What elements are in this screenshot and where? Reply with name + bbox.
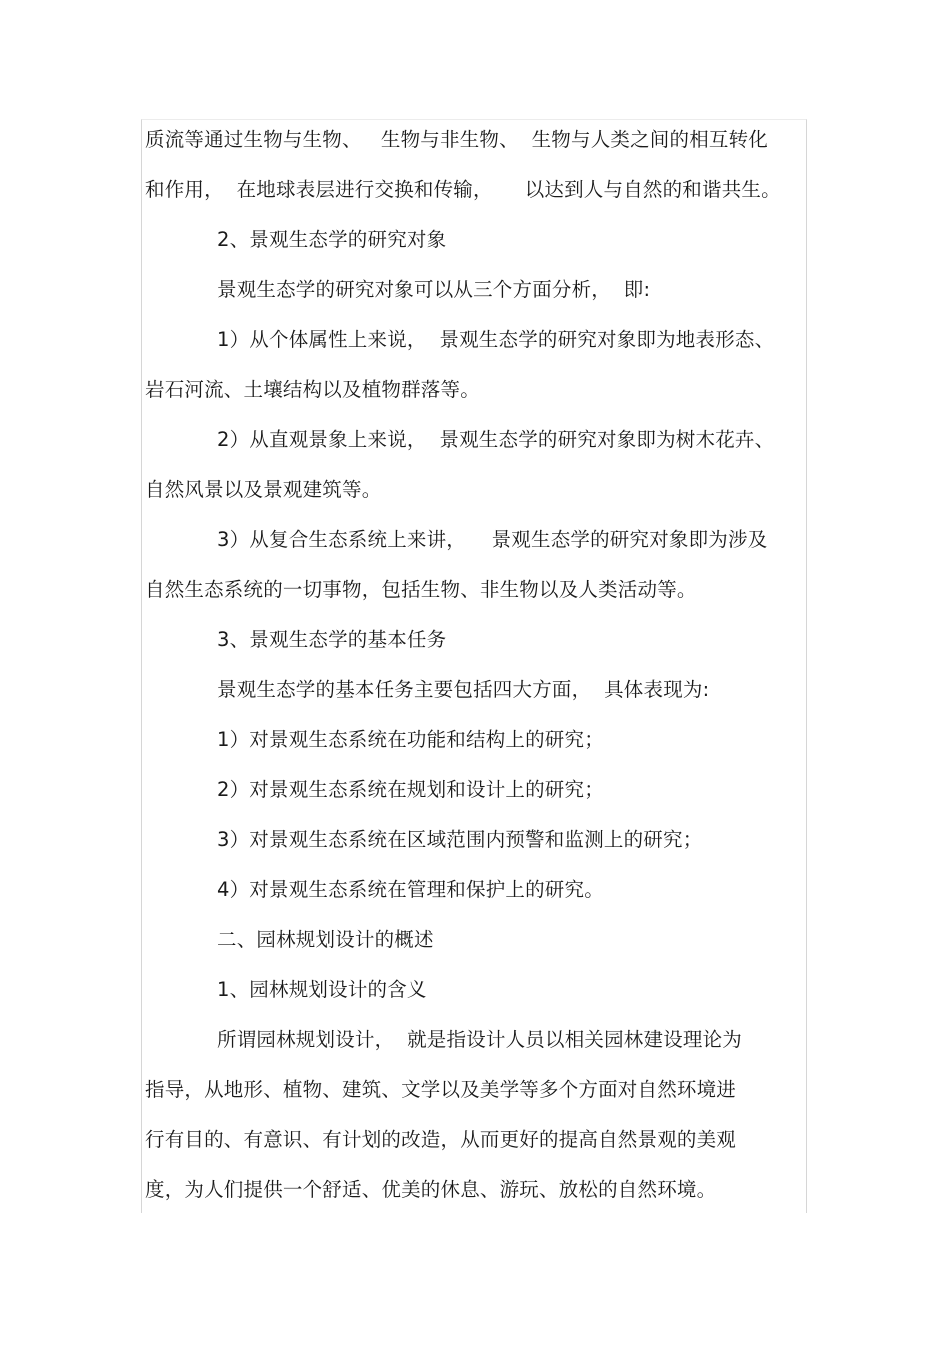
list-item: 1）对景观生态系统在功能和结构上的研究； bbox=[217, 728, 604, 751]
paragraph-line: 岩石河流、土壤结构以及植物群落等。 bbox=[145, 378, 480, 401]
list-item: 3）从复合生态系统上来讲， 景观生态学的研究对象即为涉及 bbox=[217, 528, 768, 551]
paragraph-line: 度，为人们提供一个舒适、优美的休息、游玩、放松的自然环境。 bbox=[145, 1178, 717, 1201]
paragraph-line: 行有目的、有意识、有计划的改造，从而更好的提高自然景观的美观 bbox=[145, 1128, 737, 1151]
list-item: 4）对景观生态系统在管理和保护上的研究。 bbox=[217, 878, 604, 901]
section-heading: 1、园林规划设计的含义 bbox=[217, 978, 427, 1001]
list-item: 1）从个体属性上来说， 景观生态学的研究对象即为地表形态、 bbox=[217, 328, 775, 351]
paragraph-line: 自然生态系统的一切事物，包括生物、非生物以及人类活动等。 bbox=[145, 578, 697, 601]
chapter-heading: 二、园林规划设计的概述 bbox=[217, 928, 434, 951]
paragraph-line: 景观生态学的基本任务主要包括四大方面， 具体表现为: bbox=[217, 678, 710, 701]
list-item: 2）对景观生态系统在规划和设计上的研究； bbox=[217, 778, 604, 801]
paragraph-line: 所谓园林规划设计， 就是指设计人员以相关园林建设理论为 bbox=[217, 1028, 742, 1051]
section-heading: 3、景观生态学的基本任务 bbox=[217, 628, 447, 651]
paragraph-line: 指导，从地形、植物、建筑、文学以及美学等多个方面对自然环境进 bbox=[145, 1078, 737, 1101]
paragraph-line: 景观生态学的研究对象可以从三个方面分析， 即: bbox=[217, 278, 651, 301]
paragraph-line: 和作用， 在地球表层进行交换和传输， 以达到人与自然的和谐共生。 bbox=[145, 178, 781, 201]
list-item: 2）从直观景象上来说， 景观生态学的研究对象即为树木花卉、 bbox=[217, 428, 775, 451]
list-item: 3）对景观生态系统在区域范围内预警和监测上的研究； bbox=[217, 828, 703, 851]
paragraph-line: 自然风景以及景观建筑等。 bbox=[145, 478, 382, 501]
paragraph-line: 质流等通过生物与生物、 生物与非生物、 生物与人类之间的相互转化 bbox=[145, 128, 768, 151]
section-heading: 2、景观生态学的研究对象 bbox=[217, 228, 447, 251]
